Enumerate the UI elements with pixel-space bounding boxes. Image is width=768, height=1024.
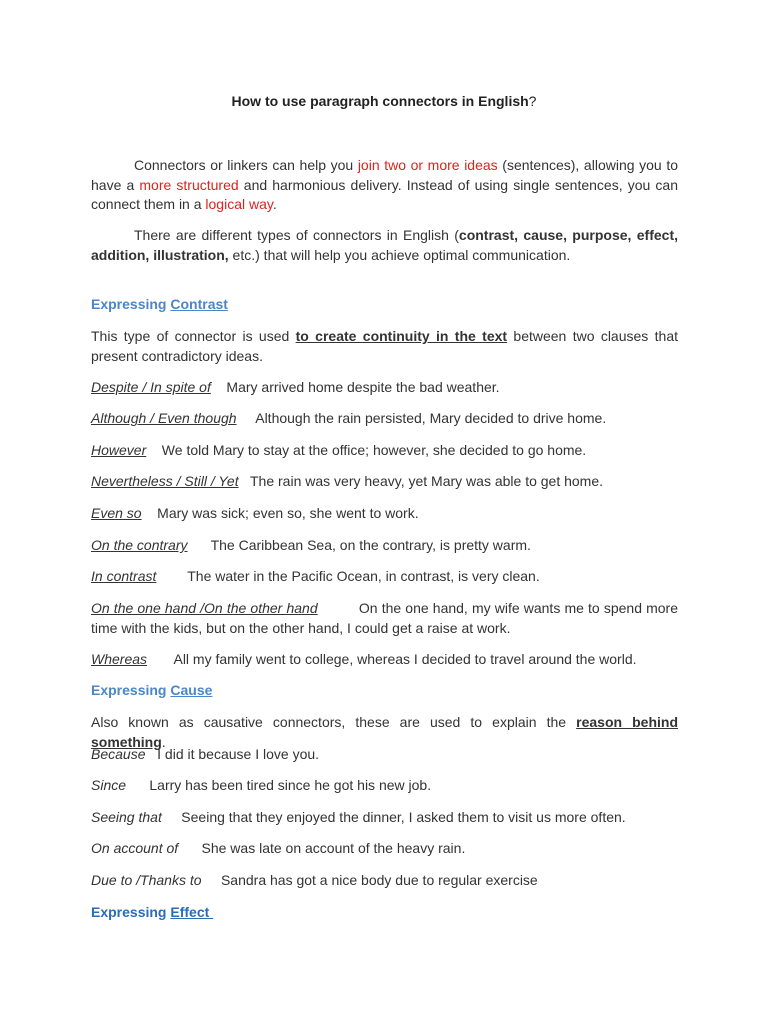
title-text: How to use paragraph connectors in English xyxy=(231,93,529,109)
description-text: . xyxy=(161,733,166,750)
example-sentence: Mary was sick; even so, she went to work. xyxy=(141,505,419,521)
connector-term: On the one hand /On the other hand xyxy=(91,600,318,616)
heading-prefix: Expressing xyxy=(91,296,171,312)
cause-example xyxy=(91,839,681,859)
intro-text: Connectors or linkers can help you xyxy=(134,157,358,173)
contrast-example xyxy=(91,504,681,524)
description-text: Also known as causative connectors, these are used to explain the xyxy=(91,714,577,730)
connector-term: On the contrary xyxy=(91,537,188,553)
connector-term: However xyxy=(91,442,147,458)
contrast-example xyxy=(91,536,681,556)
connector-types-list: contrast, cause, purpose, effect, addition, illustration, xyxy=(91,227,678,263)
emphasis-continuity: to create continuity in the text xyxy=(295,328,508,344)
connector-term: Seeing that xyxy=(91,809,162,825)
description-text: between two clauses that present contradictory ideas. xyxy=(91,328,678,364)
highlight-more-structured: more structured xyxy=(139,176,239,193)
contrast-example xyxy=(91,441,681,461)
heading-expressing-contrast xyxy=(91,296,228,312)
intro-text: There are different types of connectors in English ( xyxy=(134,227,459,243)
emphasis-reason: reason behind something xyxy=(91,714,679,750)
example-sentence: The rain was very heavy, yet Mary was able to get home. xyxy=(238,473,604,489)
cause-example xyxy=(91,808,681,828)
connector-term: Due to /Thanks to xyxy=(91,872,202,888)
page-title xyxy=(0,93,768,109)
connector-term: On account of xyxy=(91,840,179,856)
heading-prefix: Expressing xyxy=(91,682,171,698)
example-sentence: Seeing that they enjoyed the dinner, I asked them to visit us more often. xyxy=(161,809,626,825)
example-sentence: She was late on account of the heavy rain. xyxy=(178,840,466,856)
intro-paragraph-1 xyxy=(91,156,678,215)
intro-text: (sentences), allowing you to have a xyxy=(91,157,679,193)
example-sentence: All my family went to college, whereas I decided to travel around the world. xyxy=(147,651,637,667)
example-sentence: Mary arrived home despite the bad weather. xyxy=(210,379,500,395)
example-sentence: The water in the Pacific Ocean, in contrast, is very clean. xyxy=(156,568,540,584)
cause-link[interactable]: Cause xyxy=(170,682,213,698)
example-sentence: We told Mary to stay at the office; however, she decided to go home. xyxy=(146,442,587,458)
highlight-logical-way: logical way xyxy=(205,196,273,212)
title-question-mark: ? xyxy=(528,93,537,109)
contrast-example xyxy=(91,472,681,492)
example-sentence: I did it because I love you. xyxy=(145,746,320,762)
contrast-example xyxy=(91,567,681,587)
example-sentence: Larry has been tired since he got his new job. xyxy=(126,777,432,793)
heading-prefix: Expressing xyxy=(91,904,171,920)
connector-term: Nevertheless / Still / Yet xyxy=(91,473,239,489)
example-sentence: On the one hand, my wife wants me to spend more time with the kids, but on the other hand, I could get a raise at work. xyxy=(91,600,682,636)
contrast-example xyxy=(91,378,681,398)
example-sentence: Although the rain persisted, Mary decided to drive home. xyxy=(236,410,607,426)
intro-paragraph-2 xyxy=(91,226,678,265)
connector-term: In contrast xyxy=(91,568,157,584)
heading-expressing-effect xyxy=(91,904,213,920)
intro-text: and harmonious delivery. Instead of using single sentences, you can connect them in a xyxy=(91,176,678,212)
connector-term: Because xyxy=(91,746,146,762)
effect-link[interactable]: Effect xyxy=(170,904,214,920)
contrast-link[interactable]: Contrast xyxy=(170,296,228,312)
cause-example xyxy=(91,745,681,765)
description-text: This type of connector is used xyxy=(91,328,296,344)
cause-example xyxy=(91,871,681,891)
connector-term: Although / Even though xyxy=(91,410,237,426)
contrast-example xyxy=(91,409,681,429)
connector-term: Even so xyxy=(91,505,142,521)
connector-term: Since xyxy=(91,777,127,793)
contrast-description xyxy=(91,327,678,366)
intro-text: . xyxy=(272,196,277,212)
heading-expressing-cause xyxy=(91,682,212,698)
cause-example xyxy=(91,776,681,796)
connector-term: Whereas xyxy=(91,651,148,667)
intro-text: etc.) that will help you achieve optimal communication. xyxy=(228,246,571,263)
contrast-example xyxy=(91,650,681,670)
example-sentence: Sandra has got a nice body due to regular exercise xyxy=(201,872,538,888)
highlight-join-ideas: join two or more ideas xyxy=(357,157,498,173)
example-sentence: The Caribbean Sea, on the contrary, is pretty warm. xyxy=(187,537,531,553)
connector-term: Despite / In spite of xyxy=(91,379,211,395)
contrast-example xyxy=(91,599,682,638)
